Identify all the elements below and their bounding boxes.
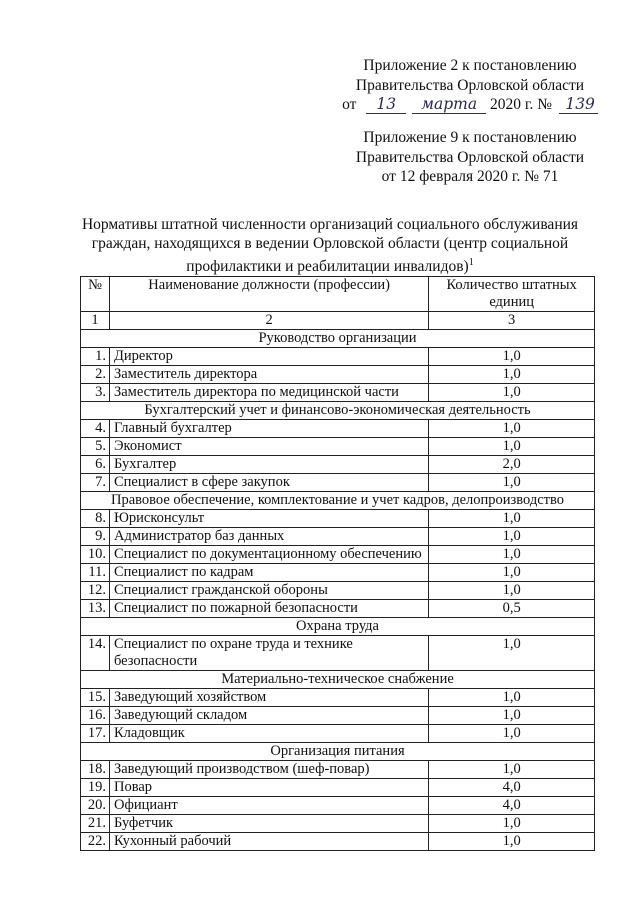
row-number: 4. <box>81 420 110 438</box>
table-header-row <box>81 277 595 312</box>
staffing-table <box>80 276 595 851</box>
column-number-3: 3 <box>429 312 595 330</box>
row-quantity: 1,0 <box>429 689 595 707</box>
row-position-name: Специалист по охране труда и технике безопасности <box>109 636 428 671</box>
table-row <box>81 761 595 779</box>
table-row <box>81 348 595 366</box>
table-row <box>81 636 595 671</box>
section-title: Правовое обеспечение, комплектование и учет кадров, делопроизводство <box>81 492 595 510</box>
row-position-name: Официант <box>109 797 428 815</box>
row-position-name: Специалист гражданской обороны <box>109 582 428 600</box>
row-position-name: Заместитель директора по медицинской части <box>109 384 428 402</box>
row-quantity: 1,0 <box>429 582 595 600</box>
row-quantity: 4,0 <box>429 779 595 797</box>
row-quantity: 1,0 <box>429 528 595 546</box>
row-number: 19. <box>81 779 110 797</box>
section-row <box>81 402 595 420</box>
appendix-new-date-line <box>320 95 620 115</box>
row-quantity: 1,0 <box>429 815 595 833</box>
table-row <box>81 600 595 618</box>
row-number: 8. <box>81 510 110 528</box>
row-number: 17. <box>81 725 110 743</box>
row-position-name: Администратор баз данных <box>109 528 428 546</box>
row-position-name: Заведующий производством (шеф-повар) <box>109 761 428 779</box>
table-row <box>81 510 595 528</box>
row-position-name: Повар <box>109 779 428 797</box>
section-title: Бухгалтерский учет и финансово-экономическая деятельность <box>81 402 595 420</box>
row-quantity: 1,0 <box>429 384 595 402</box>
row-position-name: Главный бухгалтер <box>109 420 428 438</box>
row-quantity: 1,0 <box>429 761 595 779</box>
row-position-name: Экономист <box>109 438 428 456</box>
table-row <box>81 366 595 384</box>
row-number: 15. <box>81 689 110 707</box>
row-position-name: Заместитель директора <box>109 366 428 384</box>
section-row <box>81 618 595 636</box>
row-number: 1. <box>81 348 110 366</box>
row-quantity: 1,0 <box>429 725 595 743</box>
row-quantity: 0,5 <box>429 600 595 618</box>
row-number: 21. <box>81 815 110 833</box>
row-number: 12. <box>81 582 110 600</box>
table-row <box>81 582 595 600</box>
section-title: Руководство организации <box>81 330 595 348</box>
row-number: 6. <box>81 456 110 474</box>
date-year-text: 2020 г. № <box>490 96 553 113</box>
row-position-name: Кухонный рабочий <box>109 833 428 851</box>
row-number: 22. <box>81 833 110 851</box>
row-position-name: Директор <box>109 348 428 366</box>
date-prefix: от <box>342 96 357 113</box>
appendix-new-line2: Правительства Орловской области <box>355 76 585 94</box>
row-quantity: 1,0 <box>429 348 595 366</box>
section-title: Охрана труда <box>81 618 595 636</box>
row-position-name: Юрисконсульт <box>109 510 428 528</box>
handwritten-number: 139 <box>559 96 598 114</box>
column-number-2: 2 <box>109 312 428 330</box>
section-row <box>81 743 595 761</box>
appendix-old-line2: Правительства Орловской области <box>355 148 585 166</box>
section-row <box>81 492 595 510</box>
table-row <box>81 420 595 438</box>
section-row <box>81 671 595 689</box>
row-quantity: 1,0 <box>429 510 595 528</box>
row-position-name: Специалист по документационному обеспечению <box>109 546 428 564</box>
row-quantity: 1,0 <box>429 564 595 582</box>
row-position-name: Заведующий складом <box>109 707 428 725</box>
row-number: 16. <box>81 707 110 725</box>
handwritten-day: 13 <box>366 96 406 114</box>
row-number: 18. <box>81 761 110 779</box>
table-row <box>81 797 595 815</box>
table-row <box>81 456 595 474</box>
table-row <box>81 564 595 582</box>
table-row <box>81 707 595 725</box>
row-quantity: 1,0 <box>429 833 595 851</box>
header-number: № <box>81 277 110 312</box>
row-quantity: 1,0 <box>429 474 595 492</box>
table-row <box>81 438 595 456</box>
table-row <box>81 384 595 402</box>
section-title: Материально-техническое снабжение <box>81 671 595 689</box>
table-row <box>81 779 595 797</box>
row-position-name: Кладовщик <box>109 725 428 743</box>
column-number-row <box>81 312 595 330</box>
column-number-1: 1 <box>81 312 110 330</box>
appendix-old-block <box>320 128 620 187</box>
row-quantity: 1,0 <box>429 420 595 438</box>
appendix-new-block <box>320 56 620 115</box>
row-position-name: Специалист в сфере закупок <box>109 474 428 492</box>
row-number: 14. <box>81 636 110 671</box>
row-number: 20. <box>81 797 110 815</box>
row-number: 10. <box>81 546 110 564</box>
section-title: Организация питания <box>81 743 595 761</box>
row-number: 3. <box>81 384 110 402</box>
table-row <box>81 474 595 492</box>
row-number: 2. <box>81 366 110 384</box>
row-number: 11. <box>81 564 110 582</box>
table-body <box>81 330 595 851</box>
table-row <box>81 689 595 707</box>
row-position-name: Буфетчик <box>109 815 428 833</box>
row-quantity: 1,0 <box>429 636 595 671</box>
row-position-name: Специалист по кадрам <box>109 564 428 582</box>
appendix-new-line1: Приложение 2 к постановлению <box>363 57 577 74</box>
appendix-old-line3: от 12 февраля 2020 г. № 71 <box>381 168 559 185</box>
row-quantity: 1,0 <box>429 438 595 456</box>
row-quantity: 1,0 <box>429 546 595 564</box>
handwritten-month: марта <box>412 96 486 114</box>
row-position-name: Специалист по пожарной безопасности <box>109 600 428 618</box>
row-number: 7. <box>81 474 110 492</box>
table-row <box>81 528 595 546</box>
row-quantity: 4,0 <box>429 797 595 815</box>
footnote-mark: 1 <box>468 257 474 268</box>
row-quantity: 1,0 <box>429 366 595 384</box>
header-position: Наименование должности (профессии) <box>109 277 428 312</box>
row-quantity: 2,0 <box>429 456 595 474</box>
table-row <box>81 546 595 564</box>
table-row <box>81 833 595 851</box>
row-number: 5. <box>81 438 110 456</box>
row-position-name: Бухгалтер <box>109 456 428 474</box>
row-quantity: 1,0 <box>429 707 595 725</box>
row-number: 9. <box>81 528 110 546</box>
section-row <box>81 330 595 348</box>
document-title-text: Нормативы штатной численности организаций социального обслуживания граждан, находящихся в ведении Орловской области (центр социальной профилактики и реабилитации инвалидов) <box>81 216 579 276</box>
row-number: 13. <box>81 600 110 618</box>
header-quantity: Количество штатных единиц <box>429 277 595 312</box>
table-row <box>81 725 595 743</box>
document-title <box>70 215 590 276</box>
appendix-old-line1: Приложение 9 к постановлению <box>363 129 577 146</box>
row-position-name: Заведующий хозяйством <box>109 689 428 707</box>
table-row <box>81 815 595 833</box>
